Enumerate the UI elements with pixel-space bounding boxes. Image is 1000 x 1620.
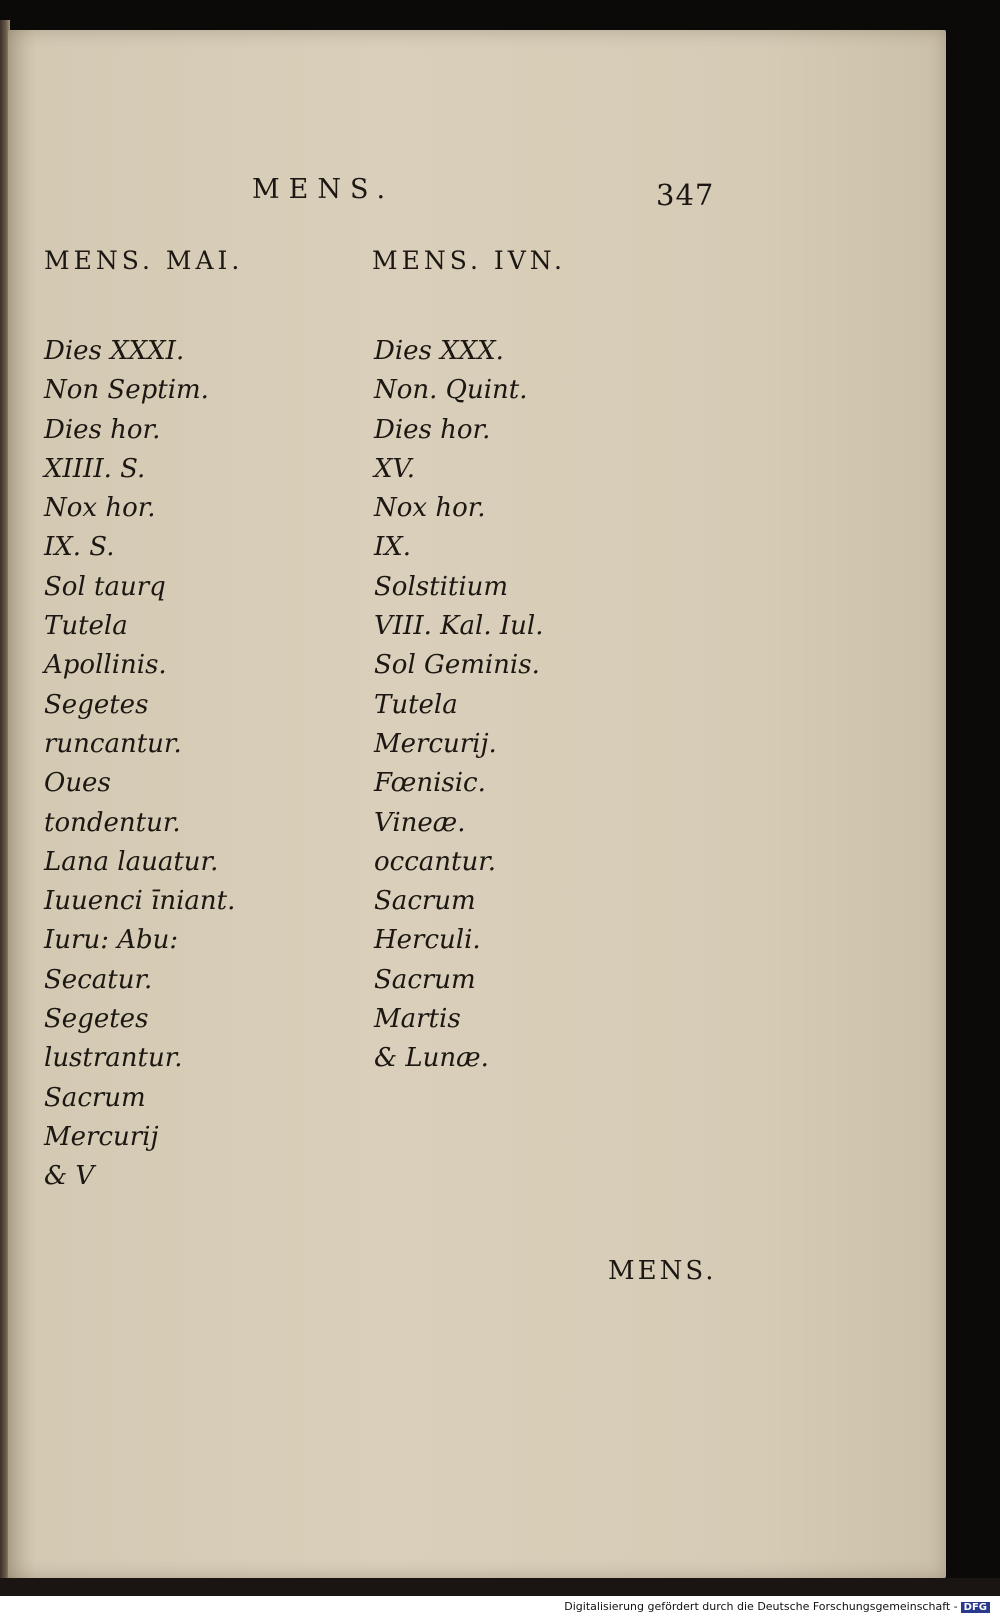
mai-line: Sol taurq: [44, 571, 166, 602]
iun-line: Tutela: [374, 689, 458, 720]
iun-line: Mercurij.: [374, 728, 497, 759]
dfg-logo: DFG: [961, 1602, 990, 1613]
iun-line: Fœnisic.: [374, 768, 486, 799]
iun-line: Non. Quint.: [374, 375, 528, 406]
iun-line: Vineæ.: [374, 807, 466, 838]
mai-line: Segetes: [44, 1004, 149, 1035]
mai-line: Oues: [44, 768, 111, 799]
mai-line: runcantur.: [44, 728, 182, 759]
mai-line: Mercurij: [44, 1121, 159, 1152]
catchword: MENS.: [608, 1256, 717, 1286]
mai-line: XIIII. S.: [44, 453, 146, 484]
iun-line: Martis: [374, 1004, 461, 1035]
column-head-mai: MENS. MAI.: [44, 246, 244, 275]
iun-line: Sacrum: [374, 886, 476, 917]
mai-line: Dies XXXI.: [44, 336, 185, 366]
credit-text: Digitalisierung gefördert durch die Deutsche Forschungsgemeinschaft -: [564, 1600, 958, 1613]
mai-line: Tutela: [44, 611, 128, 642]
column-mai: [44, 332, 235, 1197]
mai-line: lustrantur.: [44, 1043, 183, 1074]
iun-line: Sacrum: [374, 964, 476, 995]
mai-line: Iuuenci īniant.: [44, 886, 236, 917]
iun-line: occantur.: [374, 846, 497, 877]
iun-line: Sol Geminis.: [374, 650, 540, 681]
iun-line: Dies hor.: [374, 414, 491, 445]
mai-line: Nox hor.: [44, 493, 156, 524]
iun-line: IX.: [374, 532, 412, 563]
mai-line: IX. S.: [44, 532, 115, 563]
iun-line: Nox hor.: [374, 493, 486, 524]
column-head-iun: MENS. IVN.: [372, 246, 567, 275]
digitization-credit: [560, 1599, 994, 1614]
mai-line: Segetes: [44, 689, 149, 720]
mai-line: Non Septim.: [44, 375, 209, 406]
iun-line: Dies XXX.: [374, 336, 504, 366]
iun-line: & Lunæ.: [374, 1043, 489, 1074]
iun-line: Herculi.: [374, 925, 481, 956]
column-iun: [374, 332, 543, 1079]
mai-line: Apollinis.: [44, 650, 167, 681]
mai-line: tondentur.: [44, 807, 181, 838]
mai-line: Sacrum: [44, 1082, 146, 1113]
mai-line: & V: [44, 1161, 95, 1192]
page-number: 347: [656, 178, 715, 212]
book-page: [8, 30, 946, 1578]
mai-line: Lana lauatur.: [44, 846, 219, 877]
mai-line: Secatur.: [44, 964, 153, 995]
iun-line: XV.: [374, 453, 416, 484]
scan-bottom-edge: [0, 1578, 1000, 1596]
running-head: MENS.: [252, 174, 395, 205]
iun-line: Solstitium: [374, 571, 509, 602]
iun-line: VIII. Kal. Iul.: [374, 611, 544, 642]
mai-line: Iuru: Abu:: [44, 925, 179, 956]
mai-line: Dies hor.: [44, 414, 161, 445]
